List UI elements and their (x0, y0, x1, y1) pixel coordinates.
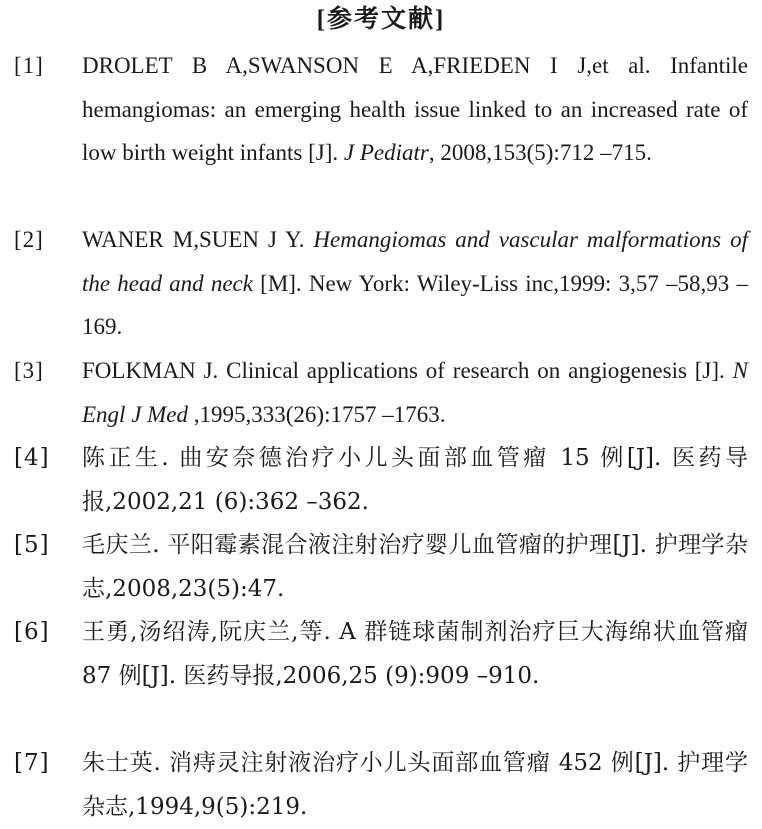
reference-text (82, 44, 748, 175)
reference-text (82, 437, 748, 524)
reference-text-part: DROLET B A,SWANSON E A,FRIEDEN I J,et al. Infantile hemangiomas: an emerging health issue linked to an increased rate of low birth weight infants [J]. (82, 53, 748, 165)
reference-text-part: 毛庆兰. 平阳霉素混合液注射治疗婴儿血管瘤的护理[J]. 护理学杂志,2008,23(5):47. (82, 532, 748, 602)
reference-number: [7] (14, 750, 50, 776)
references-heading: [参考文献] (316, 6, 446, 33)
reference-number: [3] (14, 358, 44, 383)
journal-title: J Pediatr (343, 140, 429, 165)
reference-text (82, 349, 748, 436)
reference-number: [5] (14, 532, 50, 558)
reference-text-part: 朱士英. 消痔灵注射液治疗小儿头面部血管瘤 452 例[J]. 护理学杂志,1994,9(5):219. (82, 750, 748, 820)
reference-text-part: WANER M,SUEN J Y. (82, 227, 314, 252)
book-title: Hemangiomas and vascular malformations of the head and neck (82, 227, 748, 296)
reference-text-part: [M]. New York: Wiley-Liss inc,1999: 3,57 –58,93 –169. (82, 270, 748, 339)
reference-text (82, 611, 748, 698)
reference-number: [2] (14, 227, 44, 252)
reference-number: [6] (14, 619, 50, 645)
journal-title: N Engl J Med (82, 358, 748, 427)
reference-text (82, 218, 748, 349)
reference-text-part: FOLKMAN J. Clinical applications of research on angiogenesis [J]. (82, 358, 733, 383)
reference-text-part: ,1995,333(26):1757 –1763. (188, 401, 446, 427)
reference-text-part: 王勇,汤绍涛,阮庆兰,等. A 群链球菌制剂治疗巨大海绵状血管瘤 87 例[J]. 医药导报,2006,25 (9):909 –910. (82, 619, 748, 689)
reference-number: [1] (14, 53, 44, 78)
reference-text (82, 742, 748, 829)
reference-text-part: 陈正生. 曲安奈德治疗小儿头面部血管瘤 15 例[J]. 医药导报,2002,21 (6):362 –362. (82, 445, 748, 515)
reference-text-part: , 2008,153(5):712 –715. (428, 140, 652, 165)
reference-text (82, 524, 748, 611)
reference-number: [4] (14, 445, 50, 471)
